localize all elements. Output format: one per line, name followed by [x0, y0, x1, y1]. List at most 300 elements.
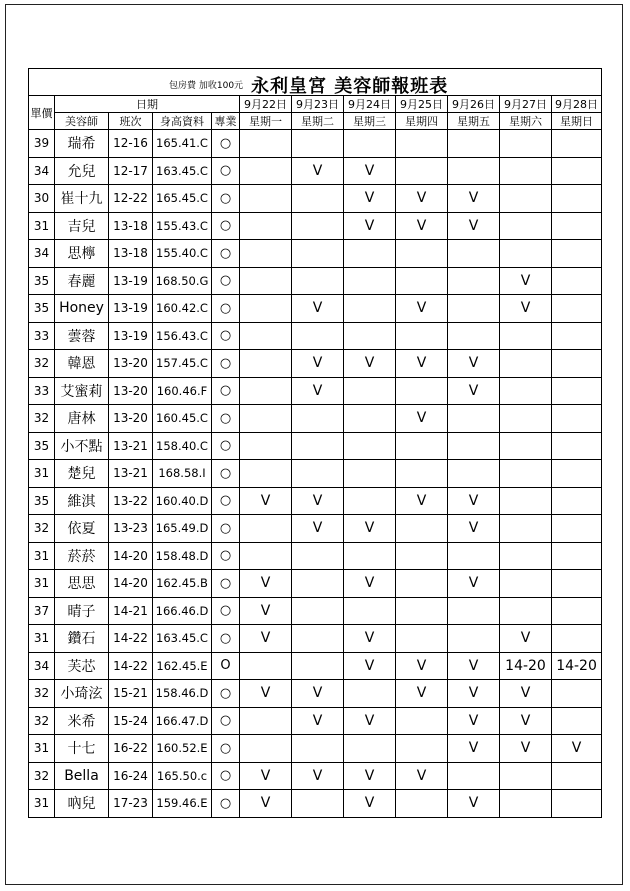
day-cell	[292, 267, 344, 295]
name-cell: 思檸	[55, 240, 109, 268]
specialty-cell: ○	[212, 680, 240, 708]
day-cell	[500, 130, 552, 158]
day-cell: V	[552, 735, 602, 763]
shift-cell: 14-22	[109, 625, 153, 653]
table-row	[29, 790, 602, 818]
day-cell	[500, 322, 552, 350]
day-cell	[552, 157, 602, 185]
day-cell	[240, 295, 292, 323]
profile-cell: 155.43.C	[153, 212, 212, 240]
day-cell	[292, 460, 344, 488]
table-row	[29, 680, 602, 708]
profile-cell: 156.43.C	[153, 322, 212, 350]
date-header-cell: 9月24日	[344, 96, 396, 113]
day-cell	[240, 185, 292, 213]
profile-header: 身高資料	[153, 113, 212, 130]
day-cell	[240, 707, 292, 735]
day-cell	[240, 515, 292, 543]
day-cell	[396, 130, 448, 158]
name-cell: 唐林	[55, 405, 109, 433]
day-cell	[292, 652, 344, 680]
price-cell: 31	[29, 212, 55, 240]
day-cell	[344, 322, 396, 350]
specialty-cell: ○	[212, 570, 240, 598]
day-cell: V	[344, 515, 396, 543]
day-cell: V	[240, 790, 292, 818]
shift-cell: 14-21	[109, 597, 153, 625]
day-cell	[396, 157, 448, 185]
day-cell	[396, 322, 448, 350]
day-cell: V	[500, 735, 552, 763]
price-cell: 37	[29, 597, 55, 625]
day-cell	[396, 377, 448, 405]
day-cell	[240, 735, 292, 763]
day-cell: V	[292, 157, 344, 185]
day-cell	[552, 707, 602, 735]
name-cell: 崔十九	[55, 185, 109, 213]
price-cell: 30	[29, 185, 55, 213]
day-cell: V	[396, 405, 448, 433]
shift-cell: 13-20	[109, 405, 153, 433]
day-cell	[344, 542, 396, 570]
day-cell	[552, 680, 602, 708]
day-cell: V	[344, 350, 396, 378]
table-row	[29, 377, 602, 405]
day-cell	[292, 597, 344, 625]
profile-cell: 159.46.E	[153, 790, 212, 818]
day-cell: V	[448, 652, 500, 680]
title-cell	[29, 69, 602, 96]
profile-cell: 165.41.C	[153, 130, 212, 158]
specialty-cell: ○	[212, 542, 240, 570]
day-cell: V	[396, 350, 448, 378]
profile-cell: 155.40.C	[153, 240, 212, 268]
day-cell	[500, 790, 552, 818]
day-cell	[552, 240, 602, 268]
day-cell	[240, 157, 292, 185]
day-cell: V	[448, 487, 500, 515]
day-cell	[552, 350, 602, 378]
shift-cell: 14-20	[109, 542, 153, 570]
day-cell	[448, 597, 500, 625]
table-row	[29, 515, 602, 543]
shift-cell: 13-20	[109, 350, 153, 378]
shift-cell: 14-22	[109, 652, 153, 680]
day-cell: V	[240, 625, 292, 653]
day-cell	[552, 790, 602, 818]
profile-cell: 168.50.G	[153, 267, 212, 295]
specialty-cell: ○	[212, 322, 240, 350]
profile-cell: 168.58.I	[153, 460, 212, 488]
name-cell: 吉兒	[55, 212, 109, 240]
table-row	[29, 130, 602, 158]
profile-cell: 158.40.C	[153, 432, 212, 460]
table-row	[29, 597, 602, 625]
day-cell	[344, 240, 396, 268]
shift-cell: 12-17	[109, 157, 153, 185]
day-cell	[292, 790, 344, 818]
day-cell	[448, 405, 500, 433]
day-cell	[292, 405, 344, 433]
day-cell: V	[292, 487, 344, 515]
specialty-cell: ○	[212, 240, 240, 268]
day-cell: V	[500, 625, 552, 653]
day-cell	[552, 542, 602, 570]
day-cell	[240, 460, 292, 488]
day-cell: V	[448, 515, 500, 543]
day-cell	[552, 295, 602, 323]
name-cell: 蕓蓉	[55, 322, 109, 350]
day-cell	[396, 570, 448, 598]
table-row	[29, 542, 602, 570]
day-cell	[448, 625, 500, 653]
day-cell: V	[344, 707, 396, 735]
day-cell: V	[344, 625, 396, 653]
shift-cell: 13-19	[109, 322, 153, 350]
shift-cell: 15-21	[109, 680, 153, 708]
price-cell: 32	[29, 515, 55, 543]
price-cell: 31	[29, 735, 55, 763]
day-cell	[500, 515, 552, 543]
day-cell: V	[448, 680, 500, 708]
day-cell	[552, 762, 602, 790]
day-cell	[500, 185, 552, 213]
day-cell: V	[500, 707, 552, 735]
profile-cell: 160.52.E	[153, 735, 212, 763]
day-cell	[396, 542, 448, 570]
name-cell: 允兒	[55, 157, 109, 185]
day-cell	[500, 460, 552, 488]
day-cell: V	[500, 267, 552, 295]
title-row	[29, 69, 602, 96]
day-cell: V	[240, 487, 292, 515]
day-cell: 14-20	[500, 652, 552, 680]
day-cell	[396, 240, 448, 268]
profile-cell: 165.50.c	[153, 762, 212, 790]
specialty-cell: ○	[212, 762, 240, 790]
day-cell	[500, 762, 552, 790]
specialty-cell: ○	[212, 405, 240, 433]
date-header-row	[29, 96, 602, 113]
price-cell: 31	[29, 570, 55, 598]
day-cell	[500, 570, 552, 598]
name-cell: 小琦泫	[55, 680, 109, 708]
shift-cell: 13-20	[109, 377, 153, 405]
price-cell: 35	[29, 432, 55, 460]
day-cell: V	[448, 707, 500, 735]
shift-cell: 13-22	[109, 487, 153, 515]
day-cell: V	[344, 570, 396, 598]
day-cell	[240, 432, 292, 460]
day-cell: V	[500, 680, 552, 708]
day-cell: V	[448, 790, 500, 818]
day-cell	[552, 130, 602, 158]
name-cell: 十七	[55, 735, 109, 763]
profile-cell: 160.46.F	[153, 377, 212, 405]
day-cell	[552, 405, 602, 433]
specialty-cell: ○	[212, 212, 240, 240]
day-cell	[344, 735, 396, 763]
day-cell: V	[344, 185, 396, 213]
day-cell	[552, 460, 602, 488]
price-cell: 34	[29, 240, 55, 268]
day-cell	[396, 460, 448, 488]
price-cell: 34	[29, 652, 55, 680]
weekday-header-cell: 星期三	[344, 113, 396, 130]
name-cell: 艾蜜莉	[55, 377, 109, 405]
table-row	[29, 570, 602, 598]
specialty-cell: ○	[212, 487, 240, 515]
weekday-header-row	[29, 113, 602, 130]
day-cell	[448, 762, 500, 790]
day-cell: V	[240, 570, 292, 598]
day-cell: V	[292, 762, 344, 790]
name-cell: Bella	[55, 762, 109, 790]
specialty-cell: ○	[212, 350, 240, 378]
day-cell	[344, 680, 396, 708]
day-cell: V	[396, 295, 448, 323]
day-cell	[292, 185, 344, 213]
day-cell	[500, 240, 552, 268]
day-cell	[240, 322, 292, 350]
profile-cell: 158.48.D	[153, 542, 212, 570]
specialty-cell: ○	[212, 377, 240, 405]
day-cell	[552, 487, 602, 515]
price-cell: 31	[29, 790, 55, 818]
day-cell	[500, 212, 552, 240]
day-cell	[448, 460, 500, 488]
day-cell	[344, 377, 396, 405]
shift-header: 班次	[109, 113, 153, 130]
table-row	[29, 267, 602, 295]
day-cell	[344, 130, 396, 158]
day-cell	[292, 130, 344, 158]
table-row	[29, 707, 602, 735]
day-cell	[240, 652, 292, 680]
specialty-cell: ○	[212, 185, 240, 213]
day-cell: V	[240, 597, 292, 625]
day-cell	[344, 487, 396, 515]
page-title: 永利皇宮 美容師報班表	[251, 76, 449, 96]
specialty-cell: ○	[212, 460, 240, 488]
specialty-cell: ○	[212, 707, 240, 735]
day-cell	[344, 597, 396, 625]
day-cell	[500, 405, 552, 433]
date-header-cell: 9月27日	[500, 96, 552, 113]
shift-cell: 13-21	[109, 460, 153, 488]
price-cell: 33	[29, 322, 55, 350]
day-cell: V	[500, 295, 552, 323]
day-cell	[292, 212, 344, 240]
day-cell	[344, 295, 396, 323]
specialty-cell: ○	[212, 597, 240, 625]
shift-cell: 12-22	[109, 185, 153, 213]
day-cell: V	[344, 790, 396, 818]
day-cell	[344, 460, 396, 488]
day-cell: V	[240, 680, 292, 708]
day-cell	[344, 405, 396, 433]
shift-cell: 13-21	[109, 432, 153, 460]
day-cell	[240, 240, 292, 268]
shift-cell: 14-20	[109, 570, 153, 598]
day-cell	[552, 432, 602, 460]
name-cell: 韓恩	[55, 350, 109, 378]
name-cell: 維淇	[55, 487, 109, 515]
day-cell: V	[396, 487, 448, 515]
day-cell	[500, 157, 552, 185]
profile-cell: 160.45.C	[153, 405, 212, 433]
price-cell: 35	[29, 487, 55, 515]
day-cell	[344, 267, 396, 295]
day-cell: V	[344, 157, 396, 185]
day-cell: V	[448, 377, 500, 405]
day-cell: V	[448, 185, 500, 213]
specialty-cell: ○	[212, 735, 240, 763]
table-row	[29, 322, 602, 350]
name-cell: 米希	[55, 707, 109, 735]
date-header-cell: 9月28日	[552, 96, 602, 113]
day-cell	[552, 212, 602, 240]
price-cell: 35	[29, 295, 55, 323]
day-cell	[448, 542, 500, 570]
day-cell	[552, 570, 602, 598]
table-row	[29, 240, 602, 268]
day-cell	[448, 432, 500, 460]
specialty-cell: ○	[212, 157, 240, 185]
specialty-cell: ○	[212, 432, 240, 460]
date-header-cell: 9月23日	[292, 96, 344, 113]
day-cell	[552, 625, 602, 653]
day-cell	[240, 542, 292, 570]
profile-cell: 157.45.C	[153, 350, 212, 378]
schedule-table-body	[29, 69, 602, 818]
day-cell: V	[292, 515, 344, 543]
table-row	[29, 460, 602, 488]
day-cell	[396, 625, 448, 653]
day-cell: V	[448, 350, 500, 378]
shift-cell: 17-23	[109, 790, 153, 818]
day-cell	[292, 625, 344, 653]
specialty-cell: ○	[212, 295, 240, 323]
profile-cell: 162.45.E	[153, 652, 212, 680]
day-cell	[552, 267, 602, 295]
day-cell: V	[448, 570, 500, 598]
day-cell	[396, 597, 448, 625]
day-cell	[448, 295, 500, 323]
profile-cell: 160.42.C	[153, 295, 212, 323]
price-cell: 32	[29, 762, 55, 790]
table-row	[29, 735, 602, 763]
shift-cell: 13-23	[109, 515, 153, 543]
table-row	[29, 295, 602, 323]
name-cell: 晴子	[55, 597, 109, 625]
price-header: 單價	[29, 96, 55, 130]
table-row	[29, 432, 602, 460]
day-cell: V	[344, 212, 396, 240]
table-row	[29, 652, 602, 680]
date-header-cell: 9月25日	[396, 96, 448, 113]
day-cell: V	[396, 652, 448, 680]
day-cell	[448, 322, 500, 350]
date-header: 日期	[55, 96, 240, 113]
day-cell: V	[292, 295, 344, 323]
name-cell: 鑽石	[55, 625, 109, 653]
day-cell	[240, 405, 292, 433]
day-cell	[240, 212, 292, 240]
price-cell: 31	[29, 460, 55, 488]
date-header-cell: 9月22日	[240, 96, 292, 113]
specialty-cell: O	[212, 652, 240, 680]
price-cell: 39	[29, 130, 55, 158]
day-cell	[448, 130, 500, 158]
table-row	[29, 185, 602, 213]
day-cell	[292, 542, 344, 570]
day-cell	[292, 322, 344, 350]
day-cell: V	[344, 762, 396, 790]
name-cell: 依夏	[55, 515, 109, 543]
shift-cell: 12-16	[109, 130, 153, 158]
specialty-cell: ○	[212, 625, 240, 653]
date-header-cell: 9月26日	[448, 96, 500, 113]
profile-cell: 162.45.B	[153, 570, 212, 598]
name-cell: 小不點	[55, 432, 109, 460]
day-cell	[292, 432, 344, 460]
day-cell	[552, 185, 602, 213]
profile-cell: 165.49.D	[153, 515, 212, 543]
day-cell	[292, 735, 344, 763]
table-row	[29, 157, 602, 185]
table-row	[29, 762, 602, 790]
shift-cell: 13-19	[109, 267, 153, 295]
day-cell: V	[448, 735, 500, 763]
profile-cell: 165.45.C	[153, 185, 212, 213]
day-cell: V	[292, 680, 344, 708]
day-cell: V	[240, 762, 292, 790]
specialty-cell: ○	[212, 130, 240, 158]
weekday-header-cell: 星期六	[500, 113, 552, 130]
price-cell: 34	[29, 157, 55, 185]
day-cell	[448, 157, 500, 185]
day-cell	[448, 240, 500, 268]
name-cell: 吶兒	[55, 790, 109, 818]
day-cell	[292, 240, 344, 268]
price-cell: 32	[29, 405, 55, 433]
specialty-cell: ○	[212, 515, 240, 543]
day-cell	[396, 707, 448, 735]
day-cell: V	[292, 377, 344, 405]
day-cell	[344, 432, 396, 460]
shift-cell: 16-22	[109, 735, 153, 763]
day-cell	[240, 350, 292, 378]
specialty-cell: ○	[212, 790, 240, 818]
shift-cell: 13-18	[109, 240, 153, 268]
profile-cell: 163.45.C	[153, 157, 212, 185]
day-cell: V	[396, 212, 448, 240]
day-cell	[396, 735, 448, 763]
specialty-header: 專業	[212, 113, 240, 130]
schedule-table	[28, 68, 602, 818]
name-cell: 菸菸	[55, 542, 109, 570]
price-cell: 33	[29, 377, 55, 405]
profile-cell: 166.46.D	[153, 597, 212, 625]
weekday-header-cell: 星期二	[292, 113, 344, 130]
profile-cell: 166.47.D	[153, 707, 212, 735]
day-cell	[552, 597, 602, 625]
table-row	[29, 625, 602, 653]
day-cell: V	[292, 350, 344, 378]
table-row	[29, 405, 602, 433]
price-cell: 32	[29, 350, 55, 378]
